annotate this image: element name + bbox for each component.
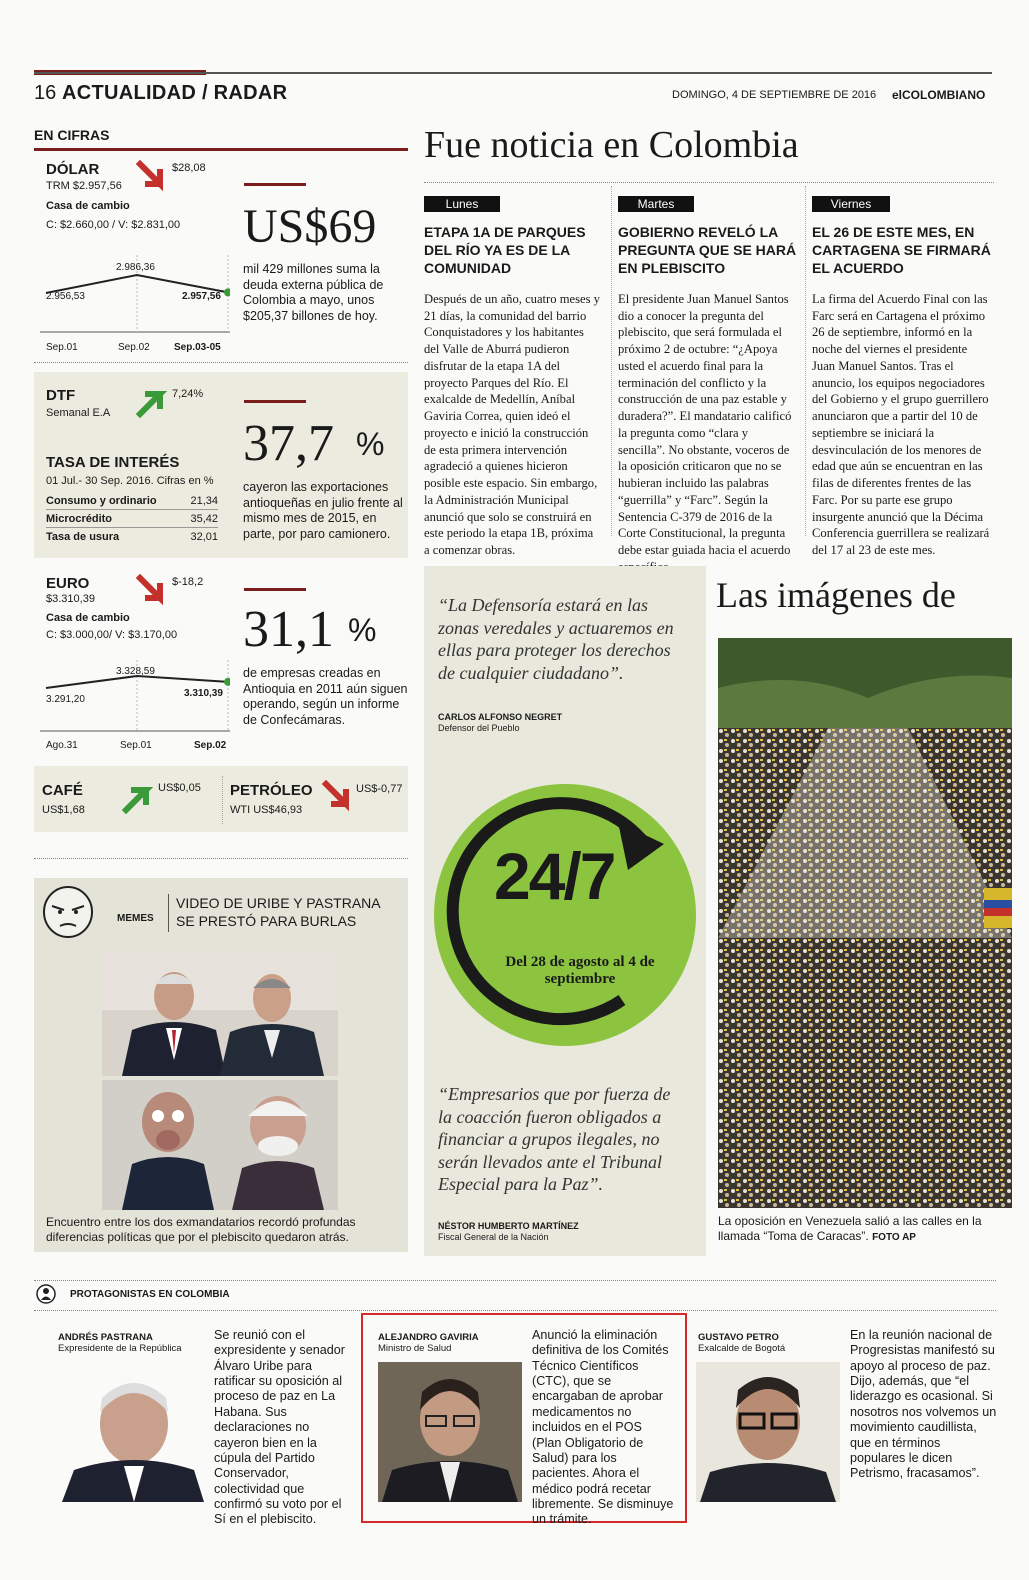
stat3-desc: de empresas creadas en Antioquia en 2011 aún siguen operando, según un informe de Confecámaras. xyxy=(243,666,408,727)
dolar-last-point xyxy=(224,288,230,296)
dolar-point-2: 2.986,36 xyxy=(116,262,155,273)
arrow-down-icon xyxy=(136,574,170,608)
badge-dates: Del 28 de agosto al 4 de septiembre xyxy=(505,954,655,988)
dolar-x-label-2: Sep.02 xyxy=(118,342,150,353)
cafe-value: US$1,68 xyxy=(42,804,85,816)
divider xyxy=(168,894,169,932)
dtf-change: 7,24% xyxy=(172,388,204,400)
stat3-value: 31,1 xyxy=(243,601,334,658)
dolar-casa-values: C: $2.660,00 / V: $2.831,00 xyxy=(46,219,181,231)
prot-name: ANDRÉS PASTRANA xyxy=(58,1332,153,1343)
stat2-unit: % xyxy=(356,426,385,462)
prot-text: En la reunión nacional de Progresistas manifestó su apoyo al proceso de paz. Dijo, además, que “el liderazgo es ocasional. Si nosotros nos volvemos un movimiento caudillista, que en términos populares le dicen Petrismo, fracasamos”. xyxy=(850,1328,997,1481)
divider xyxy=(424,182,994,183)
cifras-title: EN CIFRAS xyxy=(34,127,110,143)
dolar-point-3: 2.957,56 xyxy=(182,291,221,302)
meme-face-icon xyxy=(38,884,98,940)
person-icon xyxy=(36,1284,56,1304)
cafe-label: CAFÉ xyxy=(42,782,83,799)
news-body: La firma del Acuerdo Final con las Farc será en Cartagena el próximo 26 de septiembre, informó en la noche del viernes el presidente Juan Manuel Santos. Tras el anuncio, los equipos negociadores del Gobierno y el grupo guerrillero anunciaron que a partir del 10 de septiembre se iniciará la desvinculación de los menores de edad que aún se encuentran en las filas de diferentes frentes de las Farc. Por su parte ese grupo insurgente anunció que la Décima Conferencia guerrillera se realizará del 17 al 23 de este mes. xyxy=(812,292,990,558)
euro-casa-label: Casa de cambio xyxy=(46,612,130,624)
arrow-down-icon xyxy=(136,160,170,194)
tasa-row-name: Microcrédito xyxy=(46,512,113,525)
news-headline: ETAPA 1A DE PARQUES DEL RÍO YA ES DE LA COMUNIDAD xyxy=(424,224,586,277)
news-headline: EL 26 DE ESTE MES, EN CARTAGENA SE FIRMARÁ EL ACUERDO xyxy=(812,224,991,277)
prot-role: Exalcalde de Bogotá xyxy=(698,1343,786,1354)
memes-tag: MEMES xyxy=(117,913,154,924)
euro-x-label-2: Sep.01 xyxy=(120,740,152,751)
tasa-row-name: Tasa de usura xyxy=(46,531,120,543)
divider xyxy=(222,776,223,824)
header-rule xyxy=(34,72,992,74)
euro-point-3: 3.310,39 xyxy=(184,688,223,699)
petroleo-value: WTI US$46,93 xyxy=(230,804,303,816)
page-number: 16 xyxy=(34,82,57,104)
dateline: DOMINGO, 4 DE SEPTIEMBRE DE 2016 xyxy=(672,89,877,101)
euro-x-label-3: Sep.02 xyxy=(194,740,227,751)
tasa-row-value: 21,34 xyxy=(190,494,218,507)
petro-portrait xyxy=(696,1362,840,1502)
day-label-viernes: Viernes xyxy=(812,196,890,212)
table-row xyxy=(46,492,218,510)
dolar-casa-label: Casa de cambio xyxy=(46,200,130,212)
arrow-down-icon xyxy=(322,780,356,814)
prot-name: ALEJANDRO GAVIRIA xyxy=(378,1332,479,1343)
dolar-x-label-3: Sep.03-05 xyxy=(174,342,221,353)
column-divider xyxy=(611,186,612,536)
memes-caption: Encuentro entre los dos exmandatarios recordó profundas diferencias políticas que por el plebiscito quedaron atrás. xyxy=(46,1215,356,1244)
protagonistas-title: PROTAGONISTAS EN COLOMBIA xyxy=(70,1289,230,1300)
news-headline: GOBIERNO REVELÓ LA PREGUNTA QUE SE HARÁ EN PLEBISCITO xyxy=(618,224,797,277)
divider xyxy=(34,858,408,859)
table-row xyxy=(46,528,218,546)
euro-last-point xyxy=(224,678,230,686)
memes-headline-2: SE PRESTÓ PARA BURLAS xyxy=(176,913,357,929)
divider xyxy=(34,362,408,363)
tasa-row-value: 32,01 xyxy=(190,531,218,543)
stat2-rule xyxy=(244,400,306,403)
photo-credit: FOTO AP xyxy=(872,1232,916,1243)
euro-x-label-1: Ago.31 xyxy=(46,740,78,751)
dolar-point-1: 2.956,53 xyxy=(46,291,85,302)
dolar-trm: TRM $2.957,56 xyxy=(46,180,122,192)
dolar-x-label-1: Sep.01 xyxy=(46,342,78,353)
petroleo-change: US$-0,77 xyxy=(356,783,403,795)
day-label-martes: Martes xyxy=(618,196,694,212)
euro-casa-values: C: $3.000,00/ V: $3.170,00 xyxy=(46,629,178,641)
euro-label: EURO xyxy=(46,575,90,592)
arrow-up-icon xyxy=(122,780,156,814)
imagenes-title: Las imágenes de xyxy=(716,575,956,615)
prot-text: Se reunió con el expresidente y senador Álvaro Uribe para ratificar su oposición al proceso de paz en La Habana. Sus declaraciones no cayeron bien en la cúpula del Partido Conservador, colectividad que confirmó su voto por el Sí en el plebiscito. xyxy=(214,1328,345,1527)
euro-value: $3.310,39 xyxy=(46,593,95,605)
quote-fiscal: “Empresarios que por fuerza de la coacción fueron obligados a financiar a grupos ilegales, no serán llevados ante el Tribunal Especial para la Paz”. xyxy=(438,1084,671,1194)
tasa-table xyxy=(46,492,218,546)
quote-author: CARLOS ALFONSO NEGRET xyxy=(438,712,563,722)
badge-24-7: 24/7 xyxy=(494,839,615,913)
stat2-value: 37,7 xyxy=(243,415,334,472)
prot-text: Anunció la eliminación definitiva de los Comités Técnico Científicos (CTC), que se encargaban de aprobar medicamentos no incluidos en el POS (Plan Obligatorio de Salud) para los pacientes. Ahora el médico podrá recetar libremente. Se disminuye un trámite. xyxy=(532,1328,674,1527)
euro-point-1: 3.291,20 xyxy=(46,694,85,705)
pastrana-portrait xyxy=(58,1362,204,1502)
stat1-rule xyxy=(244,183,306,186)
stat2-desc: cayeron las exportaciones antioqueñas en julio frente al mismo mes de 2015, en parte, por paro camionero. xyxy=(243,480,403,541)
column-divider xyxy=(805,186,806,536)
prot-name: GUSTAVO PETRO xyxy=(698,1332,779,1343)
tasa-row-name: Consumo y ordinario xyxy=(46,494,157,507)
news-body: Después de un año, cuatro meses y 21 días, la comunidad del barrio Conquistadores y los habitantes del Valle de Aburrá pudieron disfrutar de la etapa 1A del proyecto Parques del Río. El exalcalde de Medellín, Aníbal Gaviria Correa, quien ideó el proyecto e inició la construcción de esta primera intervención agradeció a quienes hicieron posible este espacio. Sin embargo, la Administración Municipal anunció que solo se construirá en este periodo la etapa 1B, próxima a comenzar obras. xyxy=(424,292,600,558)
quote-role: Fiscal General de la Nación xyxy=(438,1232,549,1242)
imagenes-caption xyxy=(718,1214,998,1245)
stat1-value: US$69 xyxy=(243,200,377,253)
tasa-label: TASA DE INTERÉS xyxy=(46,454,180,471)
gaviria-portrait xyxy=(378,1362,522,1502)
stat3-unit: % xyxy=(348,612,377,648)
masthead-logo: elCOLOMBIANO xyxy=(892,88,986,102)
cifras-rule xyxy=(34,148,408,151)
clock-badge-icon xyxy=(432,770,702,1060)
prot-role: Ministro de Salud xyxy=(378,1343,452,1354)
memes-headline-1: VIDEO DE URIBE Y PASTRANA xyxy=(176,895,381,911)
tasa-row-value: 35,42 xyxy=(190,512,218,525)
caracas-protest-photo xyxy=(718,638,1012,1208)
dtf-label: DTF xyxy=(46,387,76,404)
news-body: El presidente Juan Manuel Santos dio a conocer la pregunta del plebiscito, que será formulada el próximo 2 de octubre: “¿Apoya usted el acuerdo final para la terminación del conflicto y la construcción de una paz estable y duradera?”. El mandatario calificó la pregunta como “clara y sencilla”. No obstante, voceros de la oposición criticaron que no se hubieran incluido las palabras “guerrilla” y “Farc”. Según la Sentencia C-379 de 2016 de la Corte Constitucional, la pregunta debe estar guiada hacia el acuerdo xyxy=(618,292,792,558)
divider xyxy=(34,1280,996,1281)
stat1-desc: mil 429 millones suma la deuda externa pública de Colombia a mayo, unos $205,37 billones de hoy. xyxy=(243,262,384,323)
day-label-lunes: Lunes xyxy=(424,196,500,212)
tasa-period: 01 Jul.- 30 Sep. 2016. Cifras en % xyxy=(46,475,214,487)
quote-role: Defensor del Pueblo xyxy=(438,723,520,733)
euro-point-2: 3.328,59 xyxy=(116,666,155,677)
table-row xyxy=(46,510,218,528)
uribe-pastrana-photo xyxy=(102,950,338,1076)
dolar-label: DÓLAR xyxy=(46,161,100,178)
arrow-up-icon xyxy=(136,384,170,418)
stat3-rule xyxy=(244,588,306,591)
main-title: Fue noticia en Colombia xyxy=(424,124,799,166)
quote-author: NÉSTOR HUMBERTO MARTÍNEZ xyxy=(438,1221,579,1231)
petroleo-label: PETRÓLEO xyxy=(230,782,313,799)
cafe-change: US$0,05 xyxy=(158,782,201,794)
dtf-sub: Semanal E.A xyxy=(46,407,111,419)
euro-change: $-18,2 xyxy=(172,576,204,588)
divider xyxy=(34,1310,996,1311)
prot-role: Expresidente de la República xyxy=(58,1343,182,1354)
dolar-change: $28,08 xyxy=(172,162,206,174)
section-title: ACTUALIDAD / RADAR xyxy=(62,82,288,104)
caption-text: La oposición en Venezuela salió a las calles en la llamada “Toma de Caracas”. xyxy=(718,1214,982,1243)
muppets-photo xyxy=(102,1080,338,1210)
quote-defensor: “La Defensoría estará en las zonas veredales y actuaremos en ellas para proteger los derechos de cualquier ciudadano”. xyxy=(438,595,674,683)
